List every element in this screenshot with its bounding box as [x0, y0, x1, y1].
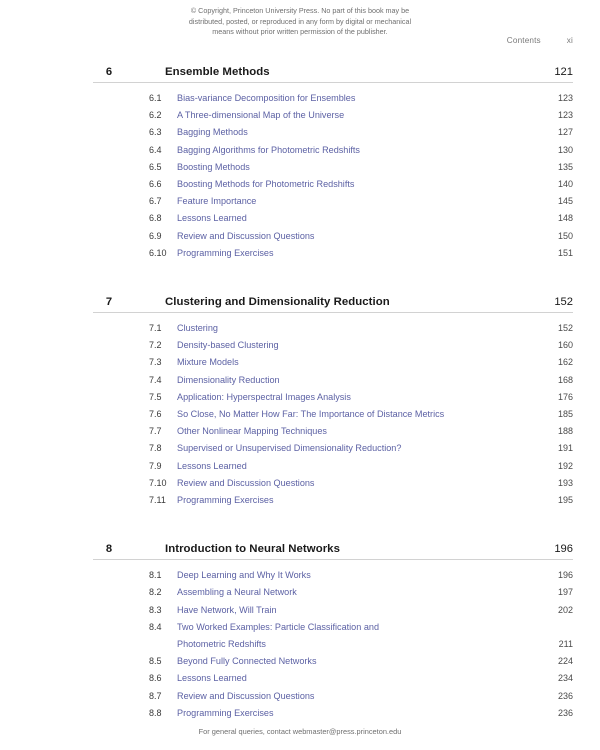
section-page-number: 140	[557, 179, 573, 190]
page-footer	[0, 727, 600, 736]
section-entry[interactable]	[149, 159, 573, 176]
chapter-title[interactable]: Introduction to Neural Networks	[165, 543, 340, 556]
section-number: 7.10	[149, 477, 167, 488]
copyright-line-3: means without prior written permission of the publisher.	[212, 27, 388, 37]
chapter-number: 6	[105, 66, 113, 78]
section-title[interactable]: Bias-variance Decomposition for Ensembles	[177, 93, 356, 103]
section-page-number: 193	[557, 477, 573, 488]
section-entry[interactable]	[149, 124, 573, 141]
chapter-page-number: 196	[554, 543, 573, 556]
section-entry[interactable]	[149, 245, 573, 262]
section-page-number: 130	[557, 144, 573, 155]
section-entry[interactable]	[149, 228, 573, 245]
section-title[interactable]: Programming Exercises	[177, 707, 274, 718]
section-page-number: 192	[557, 460, 573, 471]
section-title[interactable]: Application: Hyperspectral Images Analysis	[177, 391, 351, 402]
chapter-entry[interactable]	[93, 543, 573, 559]
section-title[interactable]: Have Network, Will Train	[177, 604, 277, 615]
section-number: 6.5	[149, 161, 162, 172]
section-entry[interactable]	[149, 475, 573, 492]
section-page-number: 148	[557, 213, 573, 224]
footer-text: For general queries, contact webmaster@press.princeton.edu	[198, 727, 402, 736]
section-page-number: 196	[557, 570, 573, 581]
running-head-page-number: xi	[566, 36, 573, 45]
running-head-label: Contents	[506, 36, 541, 45]
section-entry[interactable]	[149, 423, 573, 440]
section-page-number: 145	[557, 196, 573, 207]
section-number: 6.8	[149, 213, 162, 224]
section-number: 8.4	[149, 621, 162, 632]
section-number: 7.9	[149, 460, 162, 471]
section-title-line: Photometric Redshifts	[177, 639, 266, 650]
section-entry[interactable]	[149, 619, 573, 653]
chapter-number: 8	[105, 543, 113, 556]
section-title[interactable]: Clustering	[177, 323, 218, 334]
section-title[interactable]: Lessons Learned	[177, 460, 247, 471]
copyright-line-2: distributed, posted, or reproduced in any form by digital or mechanical	[188, 16, 412, 26]
chapter-title[interactable]: Ensemble Methods	[165, 66, 270, 78]
section-title[interactable]: A Three-dimensional Map of the Universe	[177, 110, 345, 121]
section-page-number: 168	[557, 374, 573, 385]
section-number: 7.6	[149, 409, 162, 420]
section-title[interactable]: Review and Discussion Questions	[177, 477, 315, 488]
section-list	[93, 90, 573, 262]
section-entry[interactable]	[149, 142, 573, 159]
section-page-number: 236	[557, 690, 573, 701]
section-entry[interactable]	[149, 193, 573, 210]
section-page-number: 162	[557, 357, 573, 368]
section-title[interactable]: Review and Discussion Questions	[177, 230, 315, 241]
section-title[interactable]: Assembling a Neural Network	[177, 587, 297, 598]
section-title[interactable]: Boosting Methods	[177, 161, 250, 172]
section-number: 7.5	[149, 391, 162, 402]
section-entry[interactable]	[149, 406, 573, 423]
section-list	[93, 567, 573, 722]
section-entry[interactable]	[149, 705, 573, 722]
chapter-entry[interactable]	[93, 296, 573, 312]
section-page-number: 123	[557, 110, 573, 121]
section-entry[interactable]	[149, 210, 573, 227]
section-title[interactable]: Beyond Fully Connected Networks	[177, 656, 317, 667]
section-title[interactable]: Programming Exercises	[177, 495, 274, 506]
chapter-title[interactable]: Clustering and Dimensionality Reduction	[165, 296, 390, 309]
section-title[interactable]	[177, 619, 547, 653]
section-number: 8.3	[149, 604, 162, 615]
section-page-number: 176	[557, 391, 573, 402]
section-entry[interactable]	[149, 320, 573, 337]
section-title[interactable]: Boosting Methods for Photometric Redshifts	[177, 179, 355, 190]
section-entry[interactable]	[149, 492, 573, 509]
section-title[interactable]: Lessons Learned	[177, 213, 247, 224]
section-number: 7.8	[149, 443, 162, 454]
section-number: 8.8	[149, 707, 162, 718]
section-page-number: 195	[557, 495, 573, 506]
section-number: 7.2	[149, 340, 162, 351]
section-number: 7.4	[149, 374, 162, 385]
section-page-number: 236	[557, 707, 573, 718]
section-title[interactable]: Bagging Methods	[177, 127, 248, 138]
section-number: 8.6	[149, 673, 162, 684]
section-number: 8.2	[149, 587, 162, 598]
section-page-number: 123	[557, 93, 573, 103]
section-number: 6.10	[149, 247, 167, 258]
section-entry[interactable]	[149, 354, 573, 371]
section-title[interactable]: Lessons Learned	[177, 673, 247, 684]
section-number: 7.7	[149, 426, 162, 437]
section-page-number: 185	[557, 409, 573, 420]
section-page-number: 127	[557, 127, 573, 138]
chapter-divider	[93, 559, 573, 560]
section-page-number: 150	[557, 230, 573, 241]
chapter-page-number: 152	[554, 296, 573, 309]
section-entry[interactable]	[149, 389, 573, 406]
section-number: 6.1	[149, 93, 162, 103]
chapter-number: 7	[105, 296, 113, 309]
section-entry[interactable]	[149, 458, 573, 475]
section-list	[93, 320, 573, 509]
section-page-number: 152	[557, 323, 573, 334]
section-number: 6.7	[149, 196, 162, 207]
chapter-block	[93, 296, 573, 543]
section-number: 7.3	[149, 357, 162, 368]
section-page-number: 224	[557, 656, 573, 667]
section-number: 6.4	[149, 144, 162, 155]
section-number: 8.5	[149, 656, 162, 667]
section-page-number: 135	[557, 161, 573, 172]
section-title[interactable]: Dimensionality Reduction	[177, 374, 280, 385]
section-page-number: 188	[557, 426, 573, 437]
section-number: 7.1	[149, 323, 162, 334]
section-entry[interactable]	[149, 584, 573, 601]
copyright-line-1: © Copyright, Princeton University Press. No part of this book may be	[190, 6, 410, 15]
section-page-number: 160	[557, 340, 573, 351]
section-title[interactable]: Density-based Clustering	[177, 340, 279, 351]
section-entry[interactable]	[149, 602, 573, 619]
section-number: 6.6	[149, 179, 162, 190]
section-number: 8.1	[149, 570, 162, 581]
chapter-spacer	[93, 262, 573, 296]
chapter-divider	[93, 82, 573, 83]
section-page-number: 202	[557, 604, 573, 615]
section-entry[interactable]	[149, 670, 573, 687]
section-entry[interactable]	[149, 90, 573, 107]
section-entry[interactable]	[149, 337, 573, 354]
section-page-number: 191	[557, 443, 573, 454]
section-page-number: 234	[557, 673, 573, 684]
section-number: 6.2	[149, 110, 162, 121]
section-title[interactable]: Bagging Algorithms for Photometric Redshifts	[177, 144, 360, 155]
chapter-page-number: 121	[554, 66, 573, 78]
section-entry[interactable]	[149, 440, 573, 457]
running-head	[0, 36, 573, 45]
chapter-spacer	[93, 509, 573, 543]
section-page-number: 151	[557, 247, 573, 258]
table-of-contents	[93, 66, 573, 722]
section-page-number: 211	[558, 639, 573, 650]
section-entry[interactable]	[149, 372, 573, 389]
section-title-line: Two Worked Examples: Particle Classification and	[177, 621, 379, 632]
section-title[interactable]: Feature Importance	[177, 196, 257, 207]
section-title[interactable]: Mixture Models	[177, 357, 239, 368]
section-title[interactable]: Review and Discussion Questions	[177, 690, 315, 701]
section-entry[interactable]	[149, 653, 573, 670]
section-title[interactable]: So Close, No Matter How Far: The Importance of Distance Metrics	[177, 409, 445, 420]
chapter-entry[interactable]	[93, 66, 573, 82]
chapter-divider	[93, 312, 573, 313]
section-title[interactable]: Other Nonlinear Mapping Techniques	[177, 426, 327, 437]
section-entry[interactable]	[149, 567, 573, 584]
chapter-block	[93, 543, 573, 722]
section-entry[interactable]	[149, 176, 573, 193]
section-title[interactable]: Programming Exercises	[177, 247, 274, 258]
section-number: 6.3	[149, 127, 162, 138]
section-page-number: 197	[557, 587, 573, 598]
section-entry[interactable]	[149, 688, 573, 705]
section-title[interactable]: Deep Learning and Why It Works	[177, 570, 311, 581]
section-entry[interactable]	[149, 107, 573, 124]
chapter-block	[93, 66, 573, 296]
copyright-notice	[0, 6, 600, 38]
section-number: 8.7	[149, 690, 162, 701]
section-title[interactable]: Supervised or Unsupervised Dimensionality Reduction?	[177, 443, 402, 454]
section-number: 6.9	[149, 230, 162, 241]
section-number: 7.11	[149, 495, 166, 506]
